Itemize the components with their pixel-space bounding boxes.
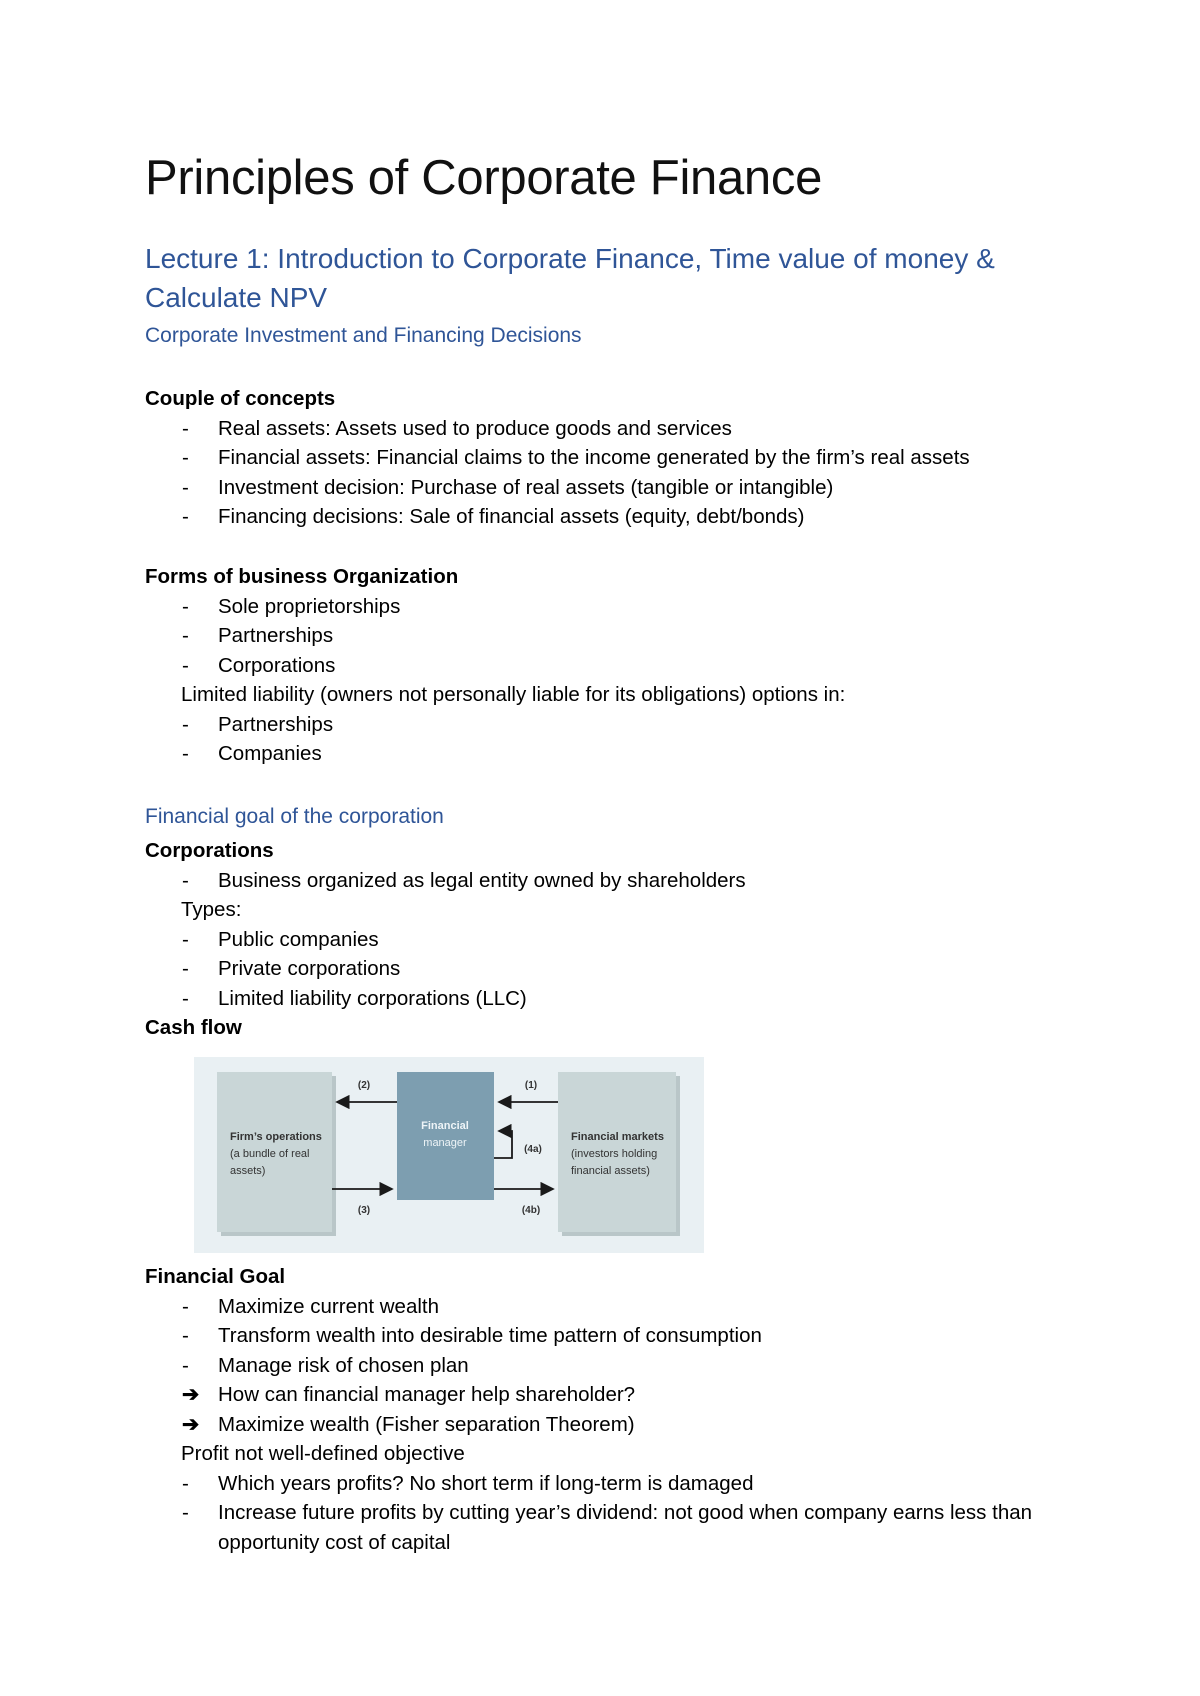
bullet-dash: - — [182, 446, 189, 469]
list-item: - Business organized as legal entity owned by shareholders — [145, 866, 1105, 896]
left-box-line-2: (a bundle of real — [230, 1148, 310, 1160]
arrow-4a — [494, 1131, 512, 1158]
bullet-dash: - — [182, 1353, 189, 1377]
bullet-dash: - — [182, 742, 189, 765]
types-label: Types: — [181, 898, 242, 921]
document-title: Principles of Corporate Finance — [145, 151, 823, 205]
label-1: (1) — [524, 1080, 538, 1091]
concepts-section — [145, 384, 1105, 532]
list-item: - Financial assets: Financial claims to the income generated by the firm’s real assets — [145, 443, 1105, 473]
cash-flow-figure — [194, 1057, 704, 1253]
arrow-item: ➔ How can financial manager help shareholder? — [145, 1380, 1105, 1410]
bullet-dash: - — [182, 505, 189, 528]
bullet-dash: - — [182, 475, 189, 499]
bullet-dash: - — [182, 1294, 189, 1318]
section-heading-goal: Financial goal of the corporation — [145, 805, 444, 828]
right-arrow-icon: ➔ — [182, 1412, 200, 1436]
financial-manager-box — [397, 1072, 494, 1200]
profit-note: Profit not well-defined objective — [181, 1442, 465, 1465]
list-item: - Which years profits? No short term if long-term is damaged — [145, 1469, 1105, 1499]
forms-heading: Forms of business Organization — [145, 565, 459, 588]
list-item: - Partnerships — [145, 710, 1105, 740]
cash-flow-diagram — [194, 1057, 704, 1253]
bullet-dash: - — [182, 927, 189, 951]
corporations-section — [145, 836, 1105, 1043]
list-item: - Investment decision: Purchase of real assets (tangible or intangible) — [145, 473, 1105, 503]
cash-flow-heading: Cash flow — [145, 1016, 242, 1039]
arrow-item: ➔ Maximize wealth (Fisher separation Theorem) — [145, 1410, 1105, 1440]
list-item: - Maximize current wealth — [145, 1292, 1105, 1322]
bullet-dash: - — [182, 416, 189, 440]
list-item: - Companies — [145, 739, 1105, 769]
forms-section — [145, 562, 1105, 769]
bullet-dash: - — [182, 1501, 189, 1524]
list-item: - Financing decisions: Sale of financial assets (equity, debt/bonds) — [145, 502, 1105, 532]
bullet-dash: - — [182, 868, 189, 892]
center-box-line-1: Financial — [421, 1120, 469, 1132]
bullet-dash: - — [182, 1324, 189, 1347]
bullet-dash: - — [182, 624, 189, 647]
bullet-dash: - — [182, 594, 189, 618]
list-item: - Real assets: Assets used to produce goods and services — [145, 414, 1105, 444]
corporations-heading: Corporations — [145, 839, 274, 862]
right-box-line-1: Financial markets — [571, 1131, 664, 1143]
label-3: (3) — [357, 1205, 371, 1216]
list-item: - Public companies — [145, 925, 1105, 955]
right-arrow-icon: ➔ — [182, 1383, 200, 1406]
forms-note: Limited liability (owners not personally liable for its obligations) options in: — [181, 683, 846, 706]
lecture-heading: Lecture 1: Introduction to Corporate Finance, Time value of money & Calculate NPV — [145, 243, 995, 313]
label-4b: (4b) — [521, 1205, 541, 1216]
left-box-line-3: assets) — [230, 1165, 266, 1177]
bullet-dash: - — [182, 1471, 189, 1495]
section-heading-investment: Corporate Investment and Financing Decisions — [145, 324, 582, 347]
bullet-dash: - — [182, 712, 189, 736]
financial-goal-section — [145, 1262, 1105, 1557]
bullet-dash: - — [182, 653, 189, 677]
label-2: (2) — [357, 1080, 371, 1091]
list-item: - Transform wealth into desirable time pattern of consumption — [145, 1321, 1105, 1351]
list-item: - Partnerships — [145, 621, 1105, 651]
concepts-heading: Couple of concepts — [145, 387, 336, 410]
financial-goal-heading: Financial Goal — [145, 1265, 286, 1288]
list-item: - Manage risk of chosen plan — [145, 1351, 1105, 1381]
label-4a: (4a) — [524, 1144, 542, 1155]
left-box-line-1: Firm’s operations — [230, 1131, 322, 1143]
bullet-dash: - — [182, 986, 189, 1010]
list-item: - Private corporations — [145, 954, 1105, 984]
right-box-line-3: financial assets) — [571, 1165, 650, 1177]
list-item: - Increase future profits by cutting year’s dividend: not good when company earns less than opportunity cost of capital — [145, 1498, 1078, 1557]
list-item: - Limited liability corporations (LLC) — [145, 984, 1105, 1014]
right-box-line-2: (investors holding — [571, 1148, 658, 1160]
list-item: - Corporations — [145, 651, 1105, 681]
bullet-dash: - — [182, 957, 189, 980]
list-item: - Sole proprietorships — [145, 592, 1105, 622]
center-box-line-2: manager — [423, 1137, 467, 1149]
